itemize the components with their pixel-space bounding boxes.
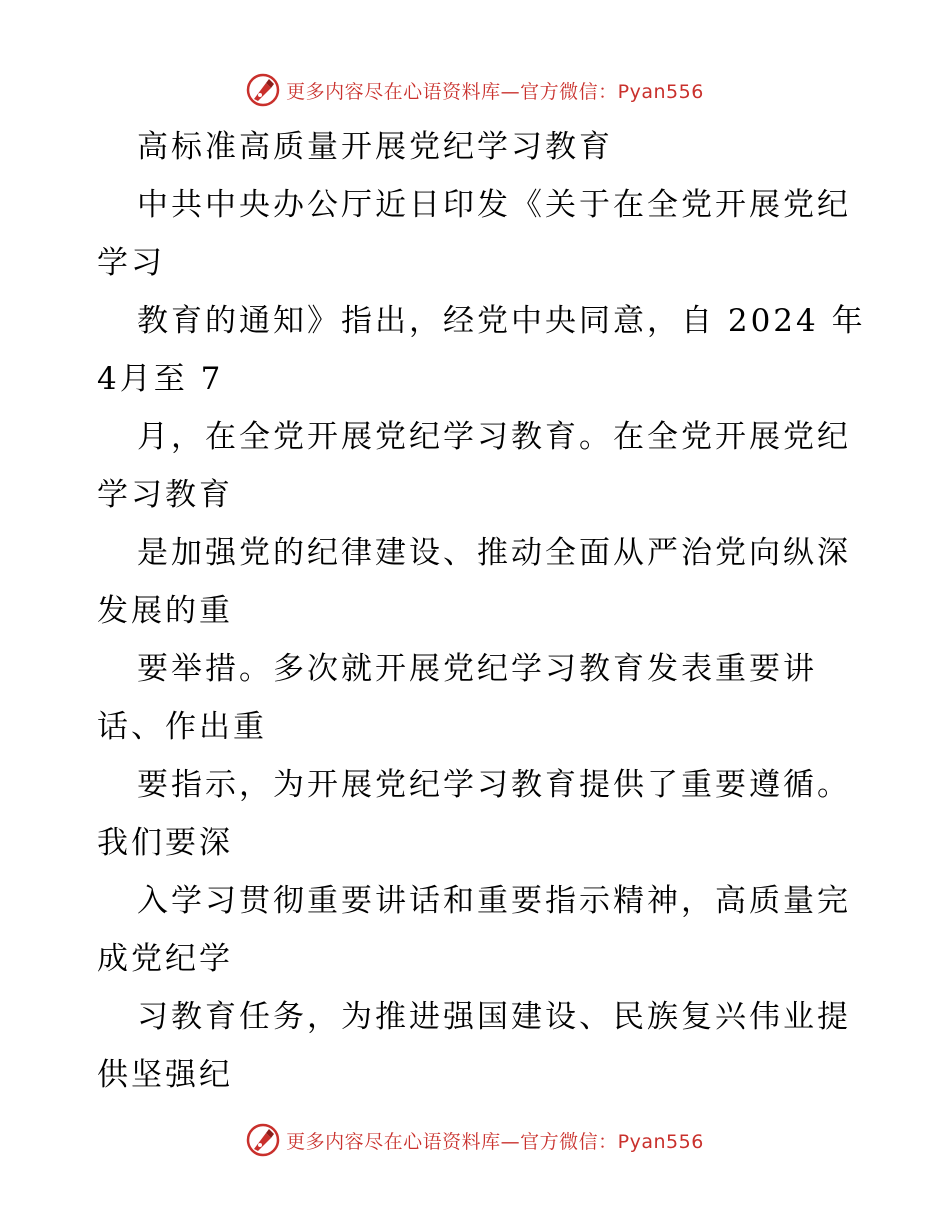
paragraph-line: 要举措。多次就开展党纪学习教育发表重要讲 xyxy=(137,651,817,687)
watermark-text: 更多内容尽在心语资料库—官方微信：Pyan556 xyxy=(286,1130,704,1153)
paragraph-line: 我们要深 xyxy=(97,825,233,861)
paragraph-line: 4月至 7 xyxy=(97,361,224,397)
paragraph-line: 供坚强纪 xyxy=(97,1057,233,1093)
document-body xyxy=(97,118,866,1104)
pen-logo-icon xyxy=(246,73,280,107)
paragraph-line: 是加强党的纪律建设、推动全面从严治党向纵深 xyxy=(137,535,851,571)
paragraph-line: 习教育任务，为推进强国建设、民族复兴伟业提 xyxy=(137,999,851,1035)
paragraph-line: 要指示，为开展党纪学习教育提供了重要遵循。 xyxy=(137,767,851,803)
watermark-text: 更多内容尽在心语资料库—官方微信：Pyan556 xyxy=(286,80,704,103)
paragraph-line: 月，在全党开展党纪学习教育。在全党开展党纪 xyxy=(137,419,851,455)
paragraph-line: 话、作出重 xyxy=(97,709,267,745)
paragraph-line: 发展的重 xyxy=(97,593,233,629)
paragraph-line: 入学习贯彻重要讲话和重要指示精神，高质量完 xyxy=(137,883,851,919)
watermark-header xyxy=(0,70,950,110)
pen-logo-icon xyxy=(246,1123,280,1157)
paragraph-line: 教育的通知》指出，经党中央同意，自 2024 年 xyxy=(137,303,866,339)
paragraph-line: 中共中央办公厅近日印发《关于在全党开展党纪 xyxy=(137,187,851,223)
paragraph-line: 学习教育 xyxy=(97,477,233,513)
paragraph-line: 成党纪学 xyxy=(97,941,233,977)
watermark-footer xyxy=(0,1120,950,1160)
document-title: 高标准高质量开展党纪学习教育 xyxy=(137,129,613,165)
paragraph-line: 学习 xyxy=(97,245,165,281)
